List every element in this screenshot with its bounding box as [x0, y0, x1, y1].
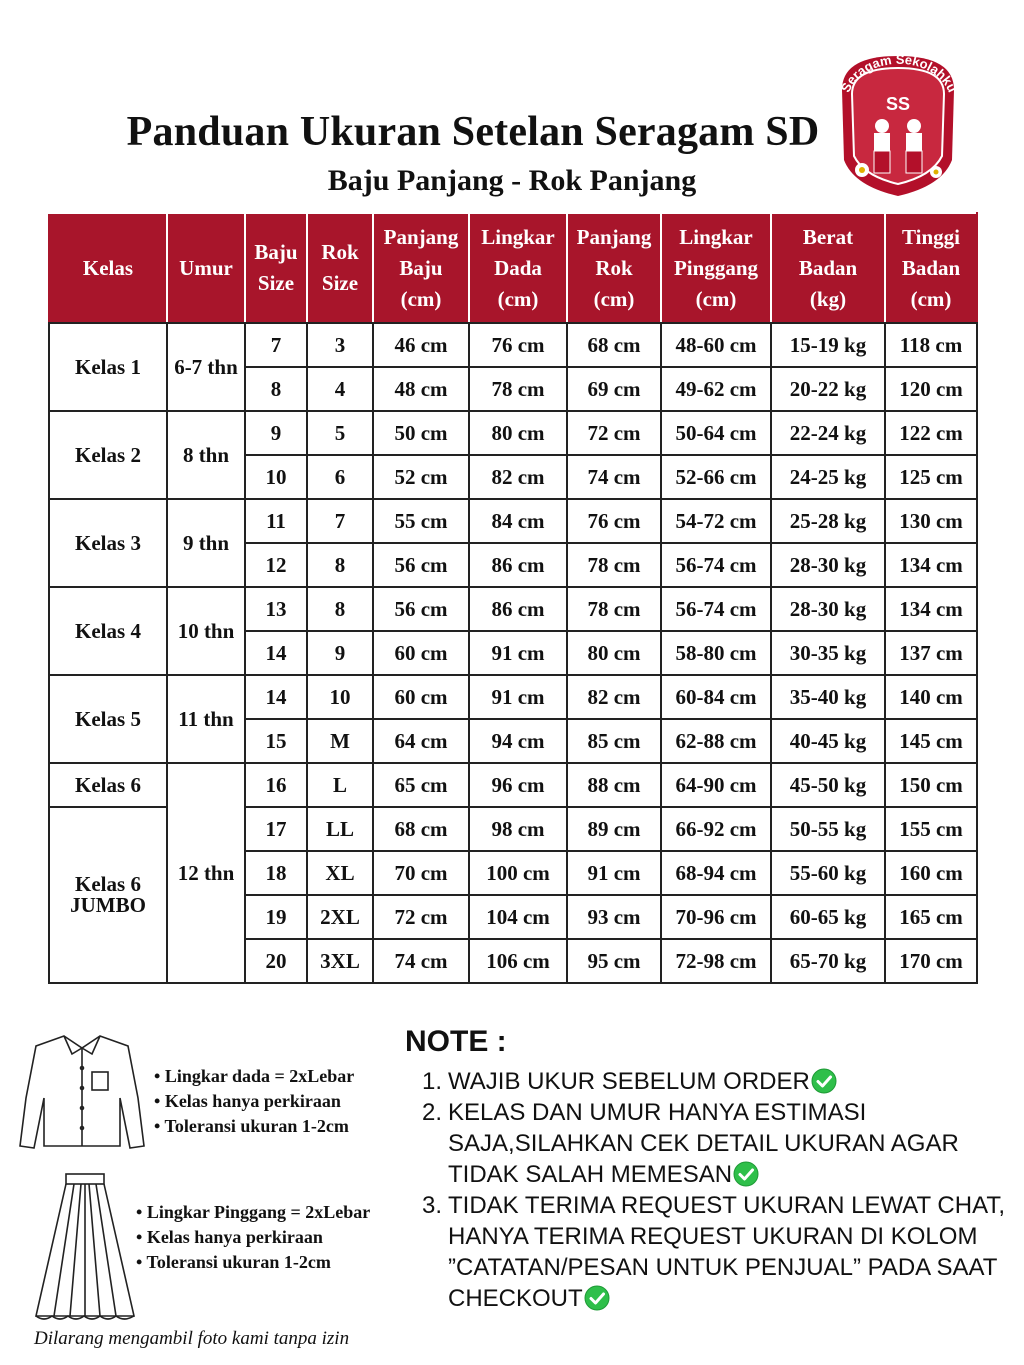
check-icon	[811, 1068, 837, 1094]
table-cell: 54-72 cm	[661, 499, 771, 543]
table-cell: 10	[307, 675, 373, 719]
table-cell: 46 cm	[373, 323, 469, 367]
table-row	[49, 763, 977, 807]
header-kelas: Kelas	[49, 213, 167, 323]
table-cell: LL	[307, 807, 373, 851]
table-cell: 60-84 cm	[661, 675, 771, 719]
table-cell: 82 cm	[567, 675, 661, 719]
note-title: NOTE :	[405, 1025, 507, 1058]
table-cell: 72 cm	[373, 895, 469, 939]
table-cell: 22-24 kg	[771, 411, 885, 455]
table-cell: 14	[245, 631, 307, 675]
table-cell: 20-22 kg	[771, 367, 885, 411]
table-cell: 7	[307, 499, 373, 543]
umur-cell: 6-7 thn	[167, 323, 245, 411]
table-cell: 155 cm	[885, 807, 977, 851]
table-cell: 20	[245, 939, 307, 983]
table-cell: 50-64 cm	[661, 411, 771, 455]
page-title: Panduan Ukuran Setelan Seragam SD	[126, 109, 820, 155]
table-cell: M	[307, 719, 373, 763]
notes-list	[422, 1066, 1012, 1314]
table-cell: 96 cm	[469, 763, 567, 807]
table-cell: 55-60 kg	[771, 851, 885, 895]
table-cell: 56-74 cm	[661, 587, 771, 631]
table-cell: 78 cm	[469, 367, 567, 411]
table-cell: 13	[245, 587, 307, 631]
header-panjang-rok: Panjang Rok (cm)	[567, 213, 661, 323]
table-cell: 80 cm	[567, 631, 661, 675]
table-cell: 134 cm	[885, 543, 977, 587]
table-cell: 8	[245, 367, 307, 411]
header-baju-size: Baju Size	[245, 213, 307, 323]
header-panjang-baju: Panjang Baju (cm)	[373, 213, 469, 323]
table-cell: 80 cm	[469, 411, 567, 455]
kelas-cell: Kelas 2	[49, 411, 167, 499]
table-cell: 65-70 kg	[771, 939, 885, 983]
table-cell: 93 cm	[567, 895, 661, 939]
header-berat-badan: Berat Badan (kg)	[771, 213, 885, 323]
table-cell: 91 cm	[469, 631, 567, 675]
footer-disclaimer: Dilarang mengambil foto kami tanpa izin	[34, 1328, 350, 1349]
table-row	[49, 587, 977, 631]
skirt-illustration	[26, 1170, 144, 1325]
note-item: 1. WAJIB UKUR SEBELUM ORDER	[422, 1066, 1012, 1097]
table-cell: 62-88 cm	[661, 719, 771, 763]
table-cell: 28-30 kg	[771, 543, 885, 587]
table-cell: 64 cm	[373, 719, 469, 763]
table-cell: 140 cm	[885, 675, 977, 719]
table-cell: 64-90 cm	[661, 763, 771, 807]
table-cell: 65 cm	[373, 763, 469, 807]
table-cell: 165 cm	[885, 895, 977, 939]
table-cell: 89 cm	[567, 807, 661, 851]
list-item: • Lingkar dada = 2xLebar	[154, 1064, 354, 1089]
table-cell: 118 cm	[885, 323, 977, 367]
table-cell: 12	[245, 543, 307, 587]
table-cell: 150 cm	[885, 763, 977, 807]
table-cell: L	[307, 763, 373, 807]
logo-initials: SS	[885, 94, 911, 114]
table-cell: 95 cm	[567, 939, 661, 983]
kelas-cell: Kelas 1	[49, 323, 167, 411]
table-row	[49, 499, 977, 543]
header-lingkar-dada: Lingkar Dada (cm)	[469, 213, 567, 323]
table-cell: 56-74 cm	[661, 543, 771, 587]
kelas-cell: Kelas 6	[49, 763, 167, 807]
table-cell: 72-98 cm	[661, 939, 771, 983]
table-cell: 76 cm	[567, 499, 661, 543]
table-cell: 60-65 kg	[771, 895, 885, 939]
shirt-illustration	[16, 1028, 148, 1154]
table-cell: 2XL	[307, 895, 373, 939]
skirt-tips-list	[136, 1200, 370, 1275]
table-cell: 70 cm	[373, 851, 469, 895]
table-cell: 52-66 cm	[661, 455, 771, 499]
table-cell: 30-35 kg	[771, 631, 885, 675]
shirt-tips-list	[154, 1064, 354, 1139]
header-umur: Umur	[167, 213, 245, 323]
table-cell: 145 cm	[885, 719, 977, 763]
table-cell: 45-50 kg	[771, 763, 885, 807]
table-cell: 104 cm	[469, 895, 567, 939]
table-cell: 91 cm	[469, 675, 567, 719]
table-cell: 78 cm	[567, 587, 661, 631]
table-cell: 8	[307, 587, 373, 631]
page-subtitle: Baju Panjang - Rok Panjang	[327, 164, 697, 197]
table-cell: 5	[307, 411, 373, 455]
table-cell: 17	[245, 807, 307, 851]
table-row	[49, 411, 977, 455]
table-cell: 40-45 kg	[771, 719, 885, 763]
logo-arc-text: Seragam Sekolahku	[837, 51, 961, 95]
table-cell: 14	[245, 675, 307, 719]
note-item: 3. TIDAK TERIMA REQUEST UKURAN LEWAT CHAT, HANYA TERIMA REQUEST UKURAN DI KOLOM ”CATATAN/PESAN UNTUK PENJUAL” PADA SAAT CHECKOUT	[422, 1192, 1005, 1312]
table-cell: 49-62 cm	[661, 367, 771, 411]
kelas-cell: Kelas 4	[49, 587, 167, 675]
table-cell: 68 cm	[373, 807, 469, 851]
header-rok-size: Rok Size	[307, 213, 373, 323]
table-cell: 106 cm	[469, 939, 567, 983]
note-item: 2. KELAS DAN UMUR HANYA ESTIMASI SAJA,SILAHKAN CEK DETAIL UKURAN AGAR TIDAK SALAH MEMESAN	[422, 1099, 959, 1188]
seragam-sekolahku-logo	[832, 50, 964, 200]
table-cell: 28-30 kg	[771, 587, 885, 631]
table-cell: 86 cm	[469, 587, 567, 631]
table-cell: 82 cm	[469, 455, 567, 499]
table-cell: 72 cm	[567, 411, 661, 455]
table-cell: 60 cm	[373, 631, 469, 675]
table-cell: 7	[245, 323, 307, 367]
table-cell: 58-80 cm	[661, 631, 771, 675]
list-item: • Kelas hanya perkiraan	[136, 1225, 370, 1250]
header-tinggi-badan: Tinggi Badan (cm)	[885, 213, 977, 323]
table-cell: 60 cm	[373, 675, 469, 719]
umur-cell: 11 thn	[167, 675, 245, 763]
table-cell: 125 cm	[885, 455, 977, 499]
table-cell: 69 cm	[567, 367, 661, 411]
table-cell: 91 cm	[567, 851, 661, 895]
check-icon	[584, 1285, 610, 1311]
table-cell: 100 cm	[469, 851, 567, 895]
table-cell: 137 cm	[885, 631, 977, 675]
table-cell: 6	[307, 455, 373, 499]
kelas-cell: Kelas 3	[49, 499, 167, 587]
table-cell: 130 cm	[885, 499, 977, 543]
table-row	[49, 323, 977, 367]
header-lingkar-pinggang: Lingkar Pinggang (cm)	[661, 213, 771, 323]
table-cell: 170 cm	[885, 939, 977, 983]
table-cell: 68-94 cm	[661, 851, 771, 895]
table-cell: 86 cm	[469, 543, 567, 587]
table-cell: 76 cm	[469, 323, 567, 367]
table-cell: 84 cm	[469, 499, 567, 543]
size-table	[48, 212, 978, 984]
table-cell: 68 cm	[567, 323, 661, 367]
table-cell: 4	[307, 367, 373, 411]
table-row	[49, 675, 977, 719]
table-header-row	[49, 213, 977, 323]
table-cell: 18	[245, 851, 307, 895]
list-item: • Toleransi ukuran 1-2cm	[136, 1250, 370, 1275]
umur-cell: 9 thn	[167, 499, 245, 587]
table-cell: 3XL	[307, 939, 373, 983]
table-cell: 55 cm	[373, 499, 469, 543]
list-item: • Kelas hanya perkiraan	[154, 1089, 354, 1114]
table-cell: 66-92 cm	[661, 807, 771, 851]
table-cell: 50 cm	[373, 411, 469, 455]
table-cell: 160 cm	[885, 851, 977, 895]
table-cell: 70-96 cm	[661, 895, 771, 939]
table-cell: 24-25 kg	[771, 455, 885, 499]
table-cell: 35-40 kg	[771, 675, 885, 719]
table-cell: 9	[245, 411, 307, 455]
list-item: • Toleransi ukuran 1-2cm	[154, 1114, 354, 1139]
table-cell: 74 cm	[373, 939, 469, 983]
table-cell: 56 cm	[373, 587, 469, 631]
table-cell: 16	[245, 763, 307, 807]
kelas-cell: Kelas 6 JUMBO	[49, 807, 167, 983]
table-cell: 19	[245, 895, 307, 939]
umur-cell: 8 thn	[167, 411, 245, 499]
table-cell: 74 cm	[567, 455, 661, 499]
umur-cell: 10 thn	[167, 587, 245, 675]
table-cell: 88 cm	[567, 763, 661, 807]
table-cell: 134 cm	[885, 587, 977, 631]
table-cell: 10	[245, 455, 307, 499]
table-cell: 85 cm	[567, 719, 661, 763]
kelas-cell: Kelas 5	[49, 675, 167, 763]
table-cell: 50-55 kg	[771, 807, 885, 851]
table-cell: XL	[307, 851, 373, 895]
table-cell: 3	[307, 323, 373, 367]
umur-cell: 12 thn	[167, 763, 245, 983]
table-cell: 15	[245, 719, 307, 763]
table-cell: 25-28 kg	[771, 499, 885, 543]
table-cell: 120 cm	[885, 367, 977, 411]
table-cell: 11	[245, 499, 307, 543]
table-cell: 9	[307, 631, 373, 675]
table-cell: 56 cm	[373, 543, 469, 587]
table-cell: 98 cm	[469, 807, 567, 851]
table-cell: 48-60 cm	[661, 323, 771, 367]
table-cell: 15-19 kg	[771, 323, 885, 367]
table-cell: 122 cm	[885, 411, 977, 455]
list-item: • Lingkar Pinggang = 2xLebar	[136, 1200, 370, 1225]
table-cell: 52 cm	[373, 455, 469, 499]
table-cell: 48 cm	[373, 367, 469, 411]
table-cell: 78 cm	[567, 543, 661, 587]
table-cell: 94 cm	[469, 719, 567, 763]
check-icon	[733, 1161, 759, 1187]
table-cell: 8	[307, 543, 373, 587]
